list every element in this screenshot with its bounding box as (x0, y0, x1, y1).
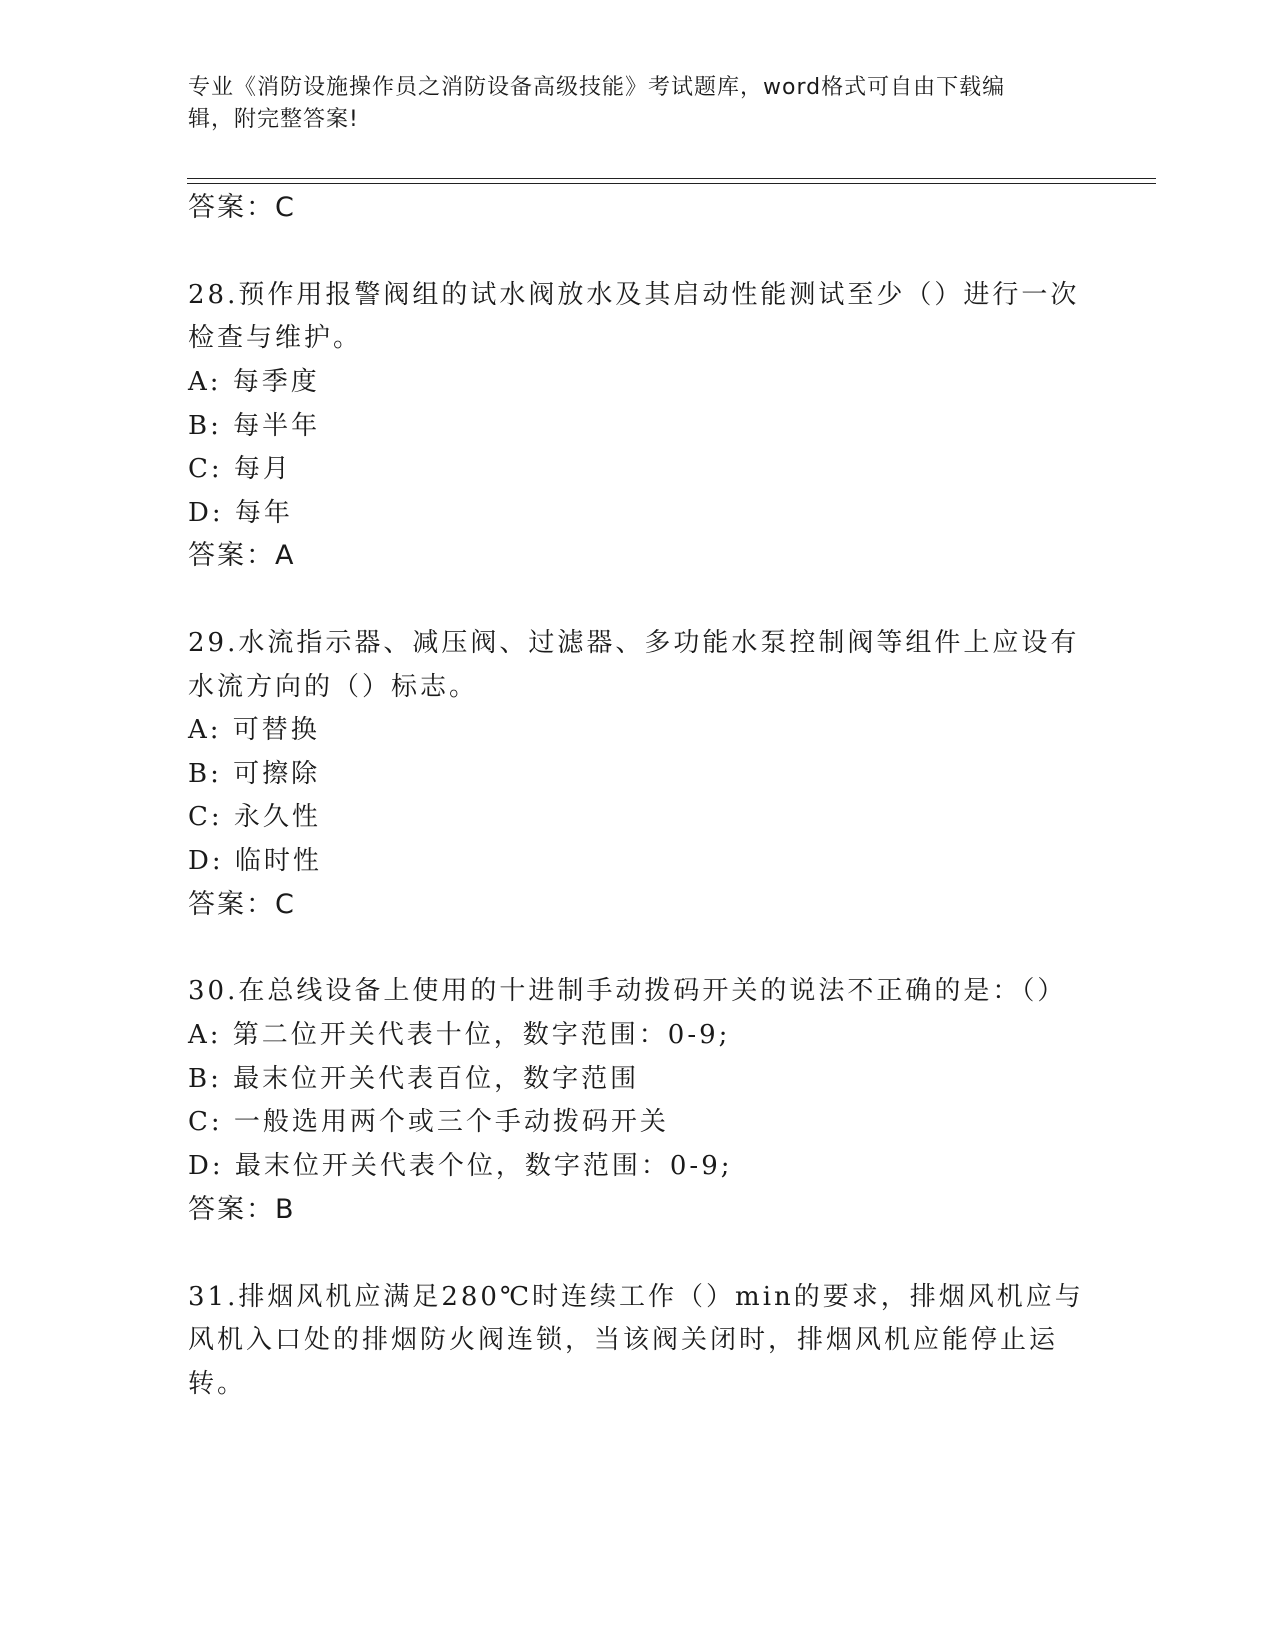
header-divider-bottom (187, 183, 1156, 184)
option-c: C: 每月 (188, 454, 292, 484)
answer-label: 答案：B (188, 1194, 296, 1225)
option-a: A: 可替换 (188, 715, 320, 745)
option-c: C: 一般选用两个或三个手动拨码开关 (188, 1107, 669, 1137)
document-header (188, 72, 1088, 136)
header-divider-top (187, 178, 1156, 179)
question-stem-line: 转。 (188, 1369, 247, 1399)
question-stem-line: 30.在总线设备上使用的十进制手动拨码开关的说法不正确的是：（） (188, 976, 1067, 1006)
option-d: D: 临时性 (188, 846, 322, 876)
option-b: B: 每半年 (188, 411, 321, 441)
option-b: B: 最末位开关代表百位，数字范围 (188, 1064, 640, 1094)
question-stem-line: 31.排烟风机应满足280℃时连续工作（）min的要求，排烟风机应与 (188, 1282, 1084, 1312)
header-line-1: 专业《消防设施操作员之消防设备高级技能》考试题库，word格式可自由下载编 (188, 75, 1006, 100)
option-a: A: 每季度 (188, 367, 320, 397)
option-a: A: 第二位开关代表十位，数字范围：0-9; (188, 1020, 731, 1050)
question-stem-line: 检查与维护。 (188, 323, 363, 353)
answer-label-prev: 答案：C (188, 192, 296, 223)
option-d: D: 最末位开关代表个位，数字范围：0-9; (188, 1151, 733, 1181)
option-b: B: 可擦除 (188, 759, 321, 789)
question-stem-line: 水流方向的（）标志。 (188, 672, 479, 702)
question-stem-line: 29.水流指示器、减压阀、过滤器、多功能水泵控制阀等组件上应设有 (188, 628, 1080, 658)
header-line-2: 辑，附完整答案! (188, 107, 359, 132)
option-d: D: 每年 (188, 498, 293, 528)
option-c: C: 永久性 (188, 802, 321, 832)
question-stem-line: 风机入口处的排烟防火阀连锁，当该阀关闭时，排烟风机应能停止运 (188, 1325, 1059, 1355)
answer-label: 答案：A (188, 540, 296, 571)
answer-label: 答案：C (188, 889, 296, 920)
question-stem-line: 28.预作用报警阀组的试水阀放水及其启动性能测试至少（）进行一次 (188, 280, 1080, 310)
